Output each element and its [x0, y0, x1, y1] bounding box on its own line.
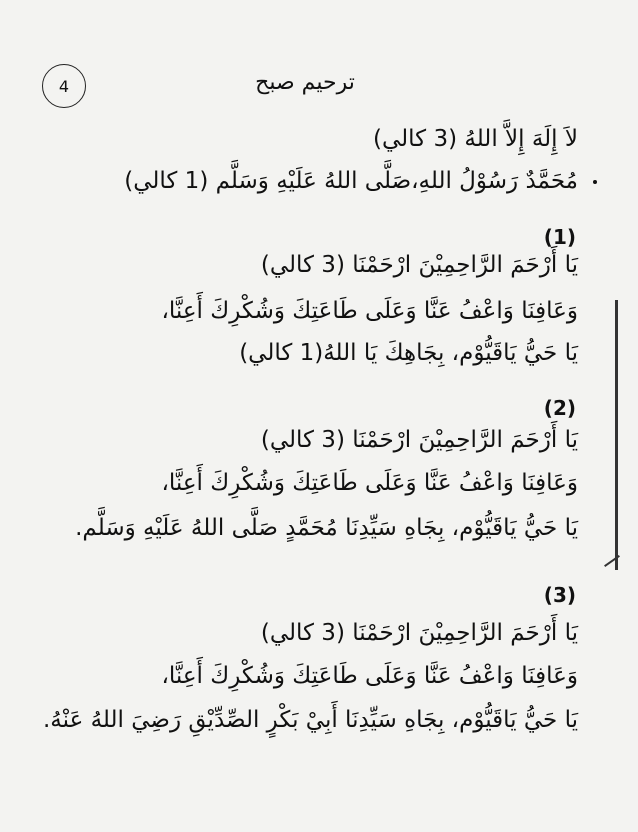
page-title: ترحيم صبح: [255, 70, 355, 95]
page-number: 4: [58, 76, 70, 96]
section-number: (1): [543, 225, 576, 249]
section-line: وَعَافِنَا وَاعْفُ عَنَّا وَعَلَى طَاعَتِكَ وَشُكْرِكَ أَعِنَّا،: [161, 298, 578, 324]
intro-line: لاَ إِلَهَ إِلاَّ اللهُ (3 كالي): [373, 126, 578, 152]
margin-dot: [593, 180, 597, 184]
section-number: (3): [543, 583, 576, 607]
intro-line: مُحَمَّدٌ رَسُوْلُ اللهِ،صَلَّى اللهُ عَلَيْهِ وَسَلَّم (1 كالي): [124, 168, 578, 194]
section-line: يَا حَيُّ يَاقَيُّوْم، بِجَاهِكَ يَا اللهُ(1 كالي): [239, 340, 578, 366]
section-line: يَا أَرْحَمَ الرَّاحِمِيْنَ ارْحَمْنَا (3 كالي): [260, 620, 578, 646]
section-line: يَا حَيُّ يَاقَيُّوْم، بِجَاهِ سَيِّدِنَا مُحَمَّدٍ صَلَّى اللهُ عَلَيْهِ وَسَلَّم.: [75, 515, 578, 541]
section-line: يَا أَرْحَمَ الرَّاحِمِيْنَ ارْحَمْنَا (3 كالي): [260, 427, 578, 453]
section-line: وَعَافِنَا وَاعْفُ عَنَّا وَعَلَى طَاعَتِكَ وَشُكْرِكَ أَعِنَّا،: [161, 470, 578, 496]
section-number: (2): [543, 396, 576, 420]
section-line: يَا حَيُّ يَاقَيُّوْم، بِجَاهِ سَيِّدِنَا أَبِيْ بَكْرٍ الصِّدِّيْقِ رَضِيَ اللهُ عَنْهُ.: [42, 707, 578, 733]
margin-bracket: [615, 300, 618, 570]
section-line: وَعَافِنَا وَاعْفُ عَنَّا وَعَلَى طَاعَتِكَ وَشُكْرِكَ أَعِنَّا،: [161, 663, 578, 689]
section-line: يَا أَرْحَمَ الرَّاحِمِيْنَ ارْحَمْنَا (3 كالي): [260, 252, 578, 278]
page-number-circle: [42, 64, 86, 108]
